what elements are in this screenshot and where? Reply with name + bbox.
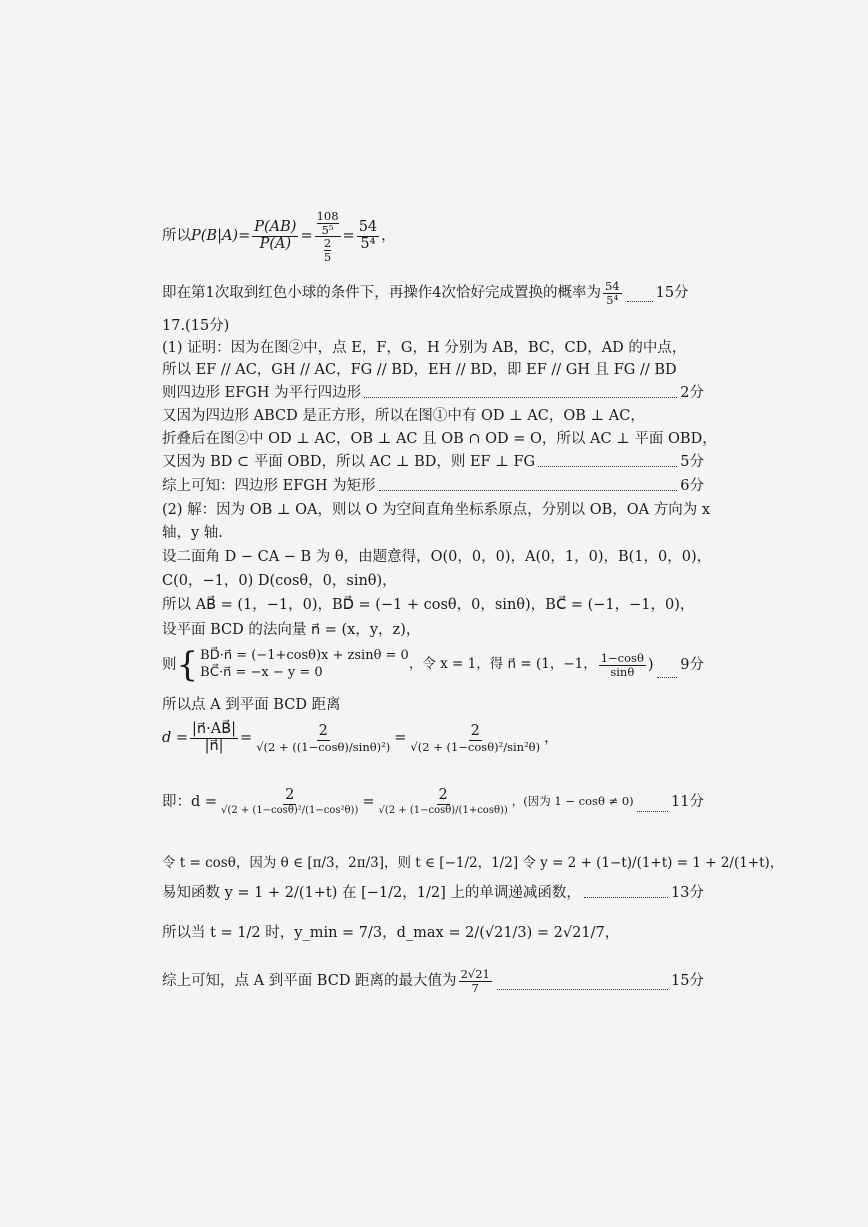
simplified-fraction-1 bbox=[219, 788, 360, 816]
fraction-denominator: 5⁴ bbox=[360, 236, 376, 253]
dot-leader bbox=[379, 489, 678, 491]
substitution-text: 令 t = cosθ，因为 θ ∈ [π/3，2π/3]，则 t ∈ [−1/2，1/2] 令 y = 2 + (1−t)/(1+t) = 1 + 2/(1+t)， bbox=[162, 855, 784, 871]
conditional-probability: P(B|A)= bbox=[191, 228, 251, 245]
fraction-denominator: sinθ bbox=[610, 664, 635, 679]
fraction-numerator: 2 bbox=[285, 787, 295, 803]
fraction-denominator: 7 bbox=[471, 980, 479, 995]
left-brace: { bbox=[176, 645, 199, 685]
simplified-fraction-2 bbox=[377, 788, 510, 816]
proof-text: 又因为 BD ⊂ 平面 OBD，所以 AC ⊥ BD，则 EF ⊥ FG bbox=[162, 454, 536, 470]
solution-line-3 bbox=[162, 549, 712, 566]
question-header bbox=[162, 318, 704, 335]
solution-text: C(0，−1，0) D(cosθ，0，sinθ)， bbox=[162, 573, 397, 589]
normal-vector-fraction bbox=[599, 652, 646, 678]
solution-line-6 bbox=[162, 622, 704, 639]
minimum-text: 所以当 t = 1/2 时，y_min = 7/3，d_max = 2/(√21/3) = 2√21/7， bbox=[162, 925, 620, 941]
distance-fraction-3 bbox=[408, 724, 542, 754]
proof-line-7 bbox=[162, 478, 704, 495]
fraction-denominator: √(2 + (1−cosθ)²/(1−cos²θ)) bbox=[221, 804, 359, 816]
dot-leader bbox=[584, 896, 668, 898]
solution-line-2 bbox=[162, 525, 704, 542]
distance-fraction-2 bbox=[254, 724, 392, 754]
proof-text: (1) 证明：因为在图②中，点 E，F，G，H 分别为 AB，BC，CD，AD 的中点， bbox=[162, 340, 687, 356]
monotonic-text: 易知函数 y = 1 + 2/(1+t) 在 [−1/2，1/2] 上的单调递减函数， bbox=[162, 885, 581, 901]
probability-fraction bbox=[603, 280, 622, 306]
compound-denominator bbox=[322, 237, 333, 263]
fraction-pab-pa bbox=[252, 220, 298, 253]
score-label: 13分 bbox=[671, 885, 704, 901]
final-answer-line bbox=[162, 968, 704, 994]
condition-note: ，(因为 1 − cosθ ≠ 0) bbox=[511, 794, 634, 809]
inner-denominator: 5⁵ bbox=[321, 222, 334, 237]
fraction-numerator: |n⃗·AB⃗| bbox=[192, 721, 237, 737]
equation-2: BC⃗·n⃗ = −x − y = 0 bbox=[200, 665, 323, 680]
fraction-numerator: 54 bbox=[358, 219, 378, 236]
distance-formula-line: d = $\frac{|n⃗\cdot AB⃗|}{|n⃗|}$ = $\frac{2}{\text{√(2 + ((1−cosθ)/sinθ)²)}}$ = $\frac{2}{\text{√(2 + (1−cosθ)²/sin²θ)}}$ ， bbox=[162, 721, 559, 754]
fraction-denominator: √(2 + (1−cosθ)²/sin²θ) bbox=[410, 739, 541, 754]
distance-fraction-1 bbox=[190, 722, 238, 755]
fraction-numerator: 1−cosθ bbox=[600, 650, 644, 665]
equation-system-line bbox=[162, 645, 704, 685]
proof-line-2 bbox=[162, 362, 704, 379]
fraction-denominator: 5⁴ bbox=[606, 292, 619, 307]
probability-conclusion-line bbox=[162, 280, 704, 306]
dot-leader bbox=[538, 465, 677, 467]
distance-symbol: d = bbox=[162, 730, 189, 747]
distance-text: 所以点 A 到平面 BCD 距离 bbox=[162, 697, 341, 713]
closing-paren: ) bbox=[647, 656, 654, 673]
proof-line-6 bbox=[162, 454, 704, 471]
score-label: 9分 bbox=[680, 656, 704, 673]
text-so: 所以 bbox=[162, 228, 191, 245]
score-label: 5分 bbox=[680, 454, 704, 470]
distance-simplified-line: 即：d = $\frac{2}{\text{√(2 + (1−cosθ)²/(1−cos²θ))}}$ = $\frac{2}{√(2 + (1-\cos\theta)/(1+\cos\theta))}$ ，(因为 1 − cosθ ≠ 0) 11分 bbox=[162, 787, 704, 816]
fraction-numerator: 2 bbox=[470, 722, 480, 739]
distance-intro-line bbox=[162, 697, 704, 714]
text-then: 则 bbox=[162, 656, 177, 673]
proof-text: 所以 EF // AC，GH // AC，FG // BD，EH // BD，即 EF // GH 且 FG // BD bbox=[162, 362, 677, 378]
solution-line-4 bbox=[162, 573, 704, 590]
vector-text: 所以 AB⃗ = (1，−1，0)，BD⃗ = (−1 + cosθ，0，sinθ)，BC⃗ = (−1，−1，0)， bbox=[162, 597, 695, 613]
score-label: 15分 bbox=[671, 972, 704, 989]
fraction-numerator: P(AB) bbox=[254, 219, 297, 236]
dot-leader bbox=[637, 810, 668, 812]
solution-line-1 bbox=[162, 502, 711, 519]
substitution-line bbox=[162, 855, 784, 872]
proof-text: 综上可知：四边形 EFGH 为矩形 bbox=[162, 478, 376, 494]
proof-line-5 bbox=[162, 431, 717, 448]
monotonic-line bbox=[162, 885, 704, 902]
score-label: 6分 bbox=[680, 478, 704, 494]
fraction-denominator: √(2 + ((1−cosθ)/sinθ)²) bbox=[256, 739, 391, 754]
conclusion-text: 即在第1次取到红色小球的条件下，再操作4次恰好完成置换的概率为 bbox=[162, 284, 601, 301]
minimum-line bbox=[162, 925, 704, 942]
normal-vector-text: 设平面 BCD 的法向量 n⃗ = (x，y，z)， bbox=[162, 622, 421, 638]
fraction-denominator: |n⃗| bbox=[204, 737, 224, 754]
proof-line-1 bbox=[162, 340, 704, 357]
distance-symbol: 即：d = bbox=[162, 793, 218, 810]
equation-system bbox=[200, 648, 409, 682]
fraction-result bbox=[357, 220, 379, 253]
proof-text: 折叠后在图②中 OD ⊥ AC，OB ⊥ AC 且 OB ∩ OD = O，所以 AC ⊥ 平面 OBD， bbox=[162, 431, 717, 447]
solution-line-5 bbox=[162, 597, 704, 614]
fraction-numerator: 54 bbox=[604, 279, 620, 293]
inner-denominator: 5 bbox=[323, 249, 332, 264]
normal-vector-result: ，令 x = 1，得 n⃗ = (1，−1， bbox=[408, 656, 597, 673]
inner-numerator: 108 bbox=[316, 209, 339, 223]
question-number: 17.(15分) bbox=[162, 318, 230, 334]
compound-fraction bbox=[315, 210, 341, 264]
punctuation: ， bbox=[381, 228, 396, 245]
solution-text: 轴，y 轴. bbox=[162, 525, 223, 541]
proof-line-3 bbox=[162, 385, 704, 402]
probability-equation-line: 所以 P(B|A)= $\frac{P(AB)}{P(A)}$ = $\frac{\frac{108}{\text{5⁵}}}{\frac{2}{5}}$ = $\frac{54}{\text{5⁴}}$ ， bbox=[162, 209, 396, 264]
max-distance-fraction bbox=[459, 968, 492, 994]
equation-1: BD⃗·n⃗ = (−1+cosθ)x + zsinθ = 0 bbox=[200, 648, 409, 664]
score-label: 11分 bbox=[671, 793, 704, 810]
proof-text: 则四边形 EFGH 为平行四边形 bbox=[162, 385, 362, 401]
proof-text: 又因为四边形 ABCD 是正方形，所以在图①中有 OD ⊥ AC，OB ⊥ AC， bbox=[162, 408, 645, 424]
fraction-numerator: 2√21 bbox=[460, 967, 490, 981]
inner-numerator: 2 bbox=[323, 236, 332, 251]
final-answer-text: 综上可知，点 A 到平面 BCD 距离的最大值为 bbox=[162, 972, 457, 989]
dot-leader bbox=[497, 988, 668, 990]
score-label: 2分 bbox=[680, 385, 704, 401]
fraction-denominator: √(2 + (1−cosθ)/(1+cosθ)) bbox=[378, 804, 508, 816]
dot-leader bbox=[657, 676, 678, 678]
fraction-denominator: P(A) bbox=[259, 236, 292, 253]
solution-text: (2) 解：因为 OB ⊥ OA，则以 O 为空间直角坐标系原点，分别以 OB，OA 方向为 x bbox=[162, 502, 711, 518]
compound-numerator bbox=[315, 210, 341, 237]
solution-text: 设二面角 D − CA − B 为 θ，由题意得，O(0，0，0)，A(0，1，0)，B(1，0，0)， bbox=[162, 549, 712, 565]
dot-leader bbox=[627, 300, 653, 302]
proof-line-4 bbox=[162, 408, 704, 425]
score-label: 15分 bbox=[655, 284, 689, 301]
fraction-numerator: 2 bbox=[438, 787, 448, 803]
fraction-numerator: 2 bbox=[318, 722, 328, 739]
punctuation: ， bbox=[544, 730, 559, 747]
dot-leader bbox=[364, 396, 677, 398]
